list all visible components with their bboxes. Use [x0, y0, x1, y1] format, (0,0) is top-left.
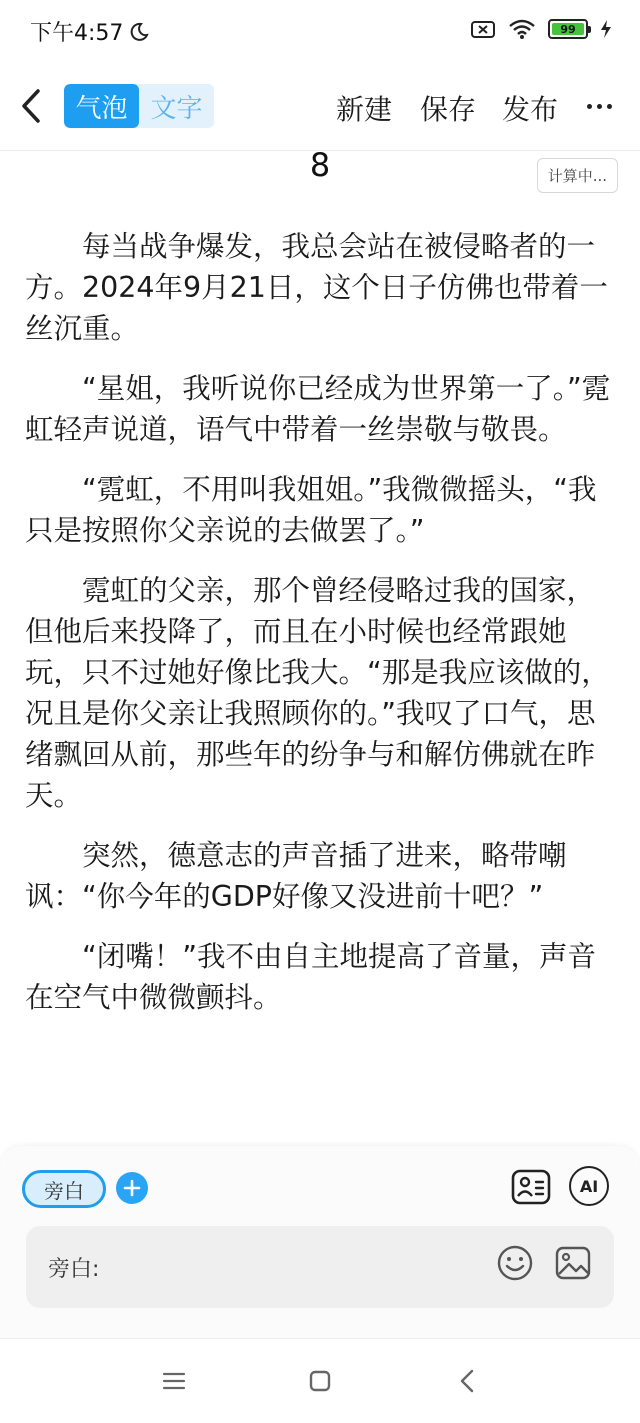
story-paragraph: 突然，德意志的声音插了进来，略带嘲讽：“你今年的GDP好像又没进前十吧？” — [25, 839, 567, 913]
status-indicators — [470, 18, 612, 40]
back-button[interactable] — [20, 84, 50, 128]
emoji-button[interactable] — [496, 1244, 534, 1282]
character-card-button[interactable] — [510, 1168, 552, 1206]
plus-icon — [123, 1179, 141, 1197]
more-dot — [607, 104, 612, 109]
sim-none-icon — [470, 19, 496, 39]
story-paragraph: “闭嘴！”我不由自主地提高了音量，声音在空气中微微颤抖。 — [25, 940, 597, 1014]
id-card-icon — [510, 1168, 552, 1206]
charging-icon — [600, 19, 612, 39]
menu-icon — [160, 1367, 188, 1395]
input-speaker-prefix: 旁白: — [48, 1257, 100, 1282]
page-number: 8 — [309, 146, 331, 184]
system-nav-bar — [0, 1338, 640, 1423]
mode-text-tab[interactable]: 文字 — [150, 93, 203, 124]
dialogue-input[interactable] — [26, 1226, 614, 1308]
insert-image-button[interactable] — [554, 1244, 592, 1282]
composer-panel — [0, 1146, 640, 1338]
publish-button[interactable]: 发布 — [502, 93, 559, 126]
moon-icon — [129, 22, 149, 42]
square-icon — [306, 1367, 334, 1395]
chevron-left-icon — [20, 88, 42, 124]
status-bar — [0, 0, 640, 62]
wifi-icon — [508, 18, 536, 40]
image-icon — [554, 1244, 592, 1282]
display-mode-toggle — [64, 84, 214, 128]
story-paragraph: “星姐，我听说你已经成为世界第一了。”霓虹轻声说道，语气中带着一丝崇敬与敬畏。 — [25, 372, 611, 446]
story-content[interactable] — [25, 226, 615, 1037]
chevron-left-icon — [454, 1367, 482, 1395]
new-button[interactable]: 新建 — [336, 93, 393, 126]
system-back-button[interactable] — [454, 1367, 482, 1395]
word-count-badge: 计算中... — [537, 158, 618, 193]
more-options-button[interactable] — [587, 104, 612, 109]
editor-toolbar — [0, 70, 640, 144]
status-time: 下午4:57 — [30, 21, 124, 46]
ai-assist-button[interactable]: AI — [569, 1166, 609, 1206]
recent-apps-button[interactable] — [160, 1367, 188, 1395]
mode-bubble-tab[interactable]: 气泡 — [64, 84, 139, 128]
home-button[interactable] — [306, 1367, 334, 1395]
role-chip-narrator[interactable]: 旁白 — [22, 1170, 106, 1208]
more-dot — [597, 104, 602, 109]
story-paragraph: 霓虹的父亲，那个曾经侵略过我的国家，但他后来投降了，而且在小时候也经常跟她玩，只不过她好像比我大。“那是我应该做的，况且是你父亲让我照顾你的。”我叹了口气，思绪飘回从前，那些年的纷争与和解仿佛就在昨天。 — [25, 574, 610, 812]
smiley-icon — [496, 1244, 534, 1282]
status-time-group — [30, 16, 149, 47]
add-role-button[interactable] — [116, 1172, 148, 1204]
story-paragraph: 每当战争爆发，我总会站在被侵略者的一方。2024年9月21日，这个日子仿佛也带着一丝沉重。 — [25, 230, 608, 345]
more-dot — [587, 104, 592, 109]
battery-level: 99 — [552, 23, 584, 35]
story-paragraph: “霓虹，不用叫我姐姐。”我微微摇头，“我只是按照你父亲说的去做罢了。” — [25, 473, 597, 547]
save-button[interactable]: 保存 — [420, 93, 477, 126]
battery-icon — [548, 19, 588, 39]
